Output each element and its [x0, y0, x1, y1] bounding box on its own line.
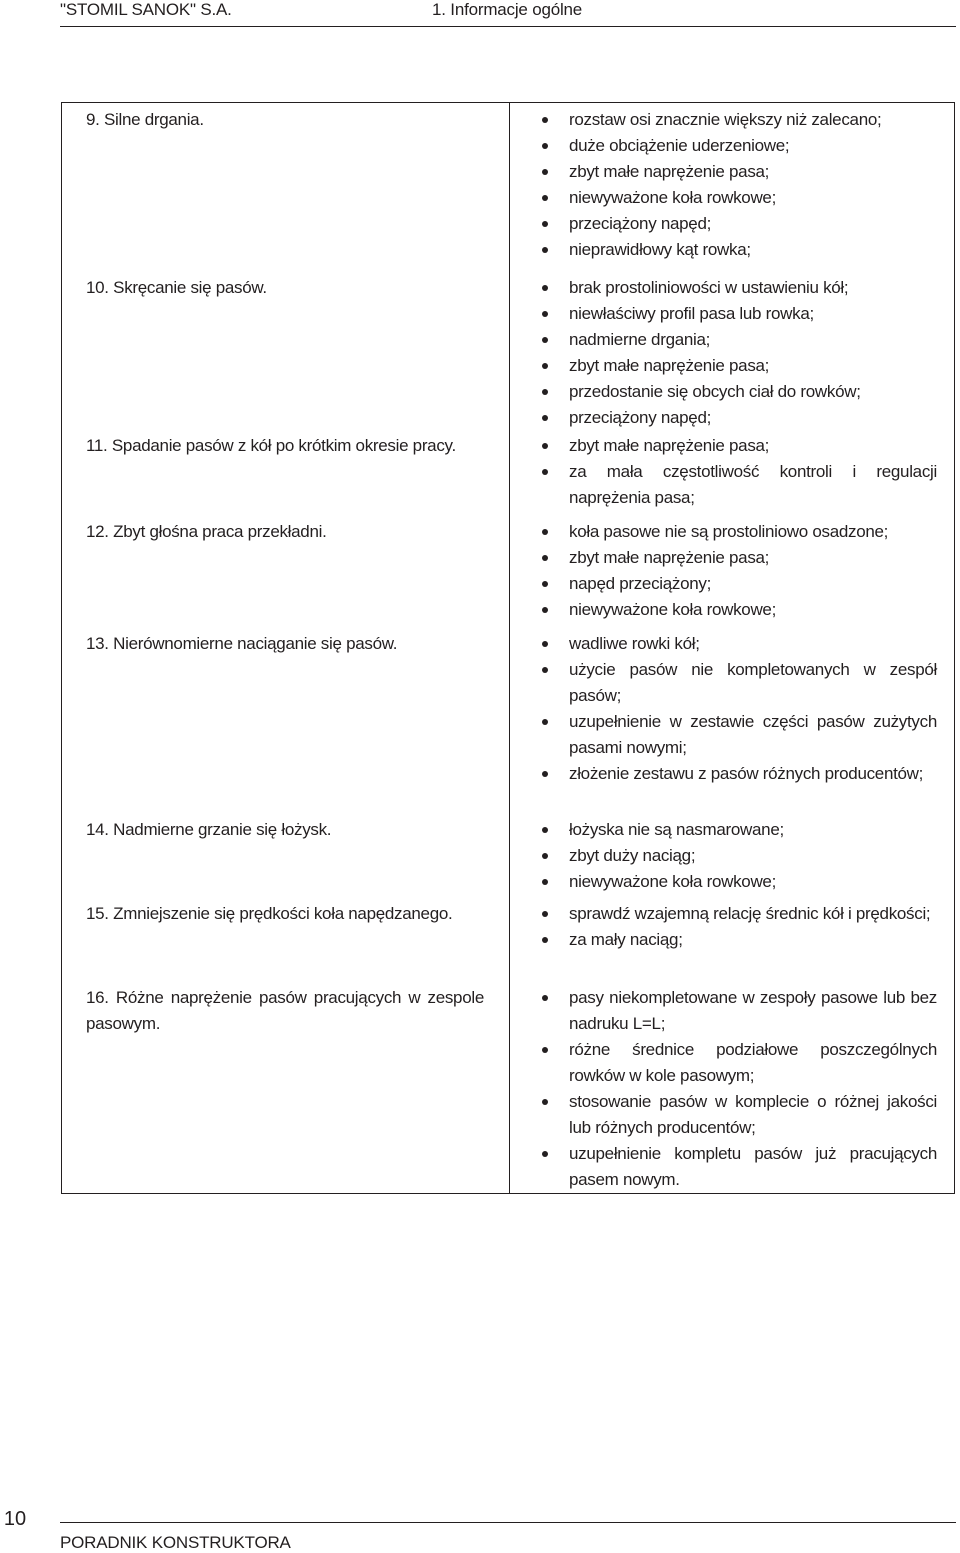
- cause-item: [542, 545, 937, 571]
- bullet-icon: [542, 853, 548, 859]
- cause-text: brak prostoliniowości w ustawieniu kół;: [569, 278, 849, 297]
- cause-item: [542, 1089, 937, 1141]
- cause-item: [542, 571, 937, 597]
- cause-text: nieprawidłowy kąt rowka;: [569, 240, 751, 259]
- problem-text: 14. Nadmierne grzanie się łożysk.: [86, 820, 332, 839]
- cause-list: [542, 519, 937, 623]
- bullet-icon: [542, 771, 548, 777]
- section-title: 1. Informacje ogólne: [432, 0, 583, 19]
- cause-item: [542, 657, 937, 709]
- cause-item: [542, 301, 937, 327]
- problem-text: 11. Spadanie pasów z kół po krótkim okresie pracy.: [86, 436, 456, 455]
- problem-text: 13. Nierównomierne naciąganie się pasów.: [86, 634, 398, 653]
- column-divider: [509, 103, 510, 1193]
- cause-text: niewłaściwy profil pasa lub rowka;: [569, 304, 814, 323]
- bullet-icon: [542, 143, 548, 149]
- cause-text: zbyt małe naprężenie pasa;: [569, 356, 770, 375]
- cause-list: [542, 631, 937, 787]
- cause-item: [542, 237, 937, 263]
- cause-text: sprawdź wzajemną relację średnic kół i prędkości;: [569, 904, 931, 923]
- cause-item: [542, 159, 937, 185]
- bullet-icon: [542, 719, 548, 725]
- cause-text: za mała częstotliwość kontroli i regulacji naprężenia pasa;: [569, 462, 937, 507]
- cause-text: niewyważone koła rowkowe;: [569, 188, 776, 207]
- footer-title: PORADNIK KONSTRUKTORA: [60, 1533, 291, 1552]
- cause-text: łożyska nie są nasmarowane;: [569, 820, 784, 839]
- bullet-icon: [542, 311, 548, 317]
- cause-text: zbyt małe naprężenie pasa;: [569, 436, 770, 455]
- cause-text: zbyt małe naprężenie pasa;: [569, 162, 770, 181]
- cause-item: [542, 985, 937, 1037]
- cause-text: nadmierne drgania;: [569, 330, 711, 349]
- cause-item: [542, 353, 937, 379]
- bullet-icon: [542, 581, 548, 587]
- cause-text: koła pasowe nie są prostoliniowo osadzone;: [569, 522, 889, 541]
- cause-item: [542, 185, 937, 211]
- cause-item: [542, 519, 937, 545]
- cause-item: [542, 433, 937, 459]
- bullet-icon: [542, 911, 548, 917]
- bullet-icon: [542, 1047, 548, 1053]
- cause-text: przeciążony napęd;: [569, 408, 712, 427]
- cause-item: [542, 1037, 937, 1089]
- troubleshooting-table: [61, 102, 955, 1194]
- cause-text: wadliwe rowki kół;: [569, 634, 700, 653]
- bullet-icon: [542, 443, 548, 449]
- bullet-icon: [542, 221, 548, 227]
- cause-item: [542, 817, 937, 843]
- bullet-icon: [542, 555, 548, 561]
- bullet-icon: [542, 285, 548, 291]
- bullet-icon: [542, 117, 548, 123]
- bullet-icon: [542, 169, 548, 175]
- cause-item: [542, 379, 937, 405]
- cause-item: [542, 459, 937, 511]
- cause-text: różne średnice podziałowe poszczególnych rowków w kole pasowym;: [569, 1040, 937, 1085]
- cause-text: zbyt małe naprężenie pasa;: [569, 548, 770, 567]
- cause-text: złożenie zestawu z pasów różnych producentów;: [569, 764, 924, 783]
- cause-text: użycie pasów nie kompletowanych w zespół pasów;: [569, 660, 937, 705]
- problem-text: 15. Zmniejszenie się prędkości koła napędzanego.: [86, 904, 453, 923]
- cause-item: [542, 631, 937, 657]
- cause-item: [542, 597, 937, 623]
- cause-text: pasy niekompletowane w zespoły pasowe lub bez nadruku L=L;: [569, 988, 937, 1033]
- bullet-icon: [542, 469, 548, 475]
- problem-text: 10. Skręcanie się pasów.: [86, 278, 267, 297]
- bullet-icon: [542, 937, 548, 943]
- page-number: 10: [3, 1508, 27, 1530]
- cause-list: [542, 433, 937, 511]
- cause-item: [542, 211, 937, 237]
- cause-item: [542, 761, 937, 787]
- problem-text: 12. Zbyt głośna praca przekładni.: [86, 522, 327, 541]
- cause-list: [542, 107, 937, 263]
- cause-text: za mały naciąg;: [569, 930, 683, 949]
- cause-item: [542, 869, 937, 895]
- footer-divider: [60, 1522, 956, 1523]
- bullet-icon: [542, 827, 548, 833]
- bullet-icon: [542, 529, 548, 535]
- cause-list: [542, 275, 937, 431]
- cause-item: [542, 405, 937, 431]
- bullet-icon: [542, 1151, 548, 1157]
- cause-text: przedostanie się obcych ciał do rowków;: [569, 382, 861, 401]
- cause-text: niewyważone koła rowkowe;: [569, 600, 776, 619]
- cause-item: [542, 327, 937, 353]
- page-header: [60, 0, 956, 27]
- cause-text: stosowanie pasów w komplecie o różnej jakości lub różnych producentów;: [569, 1092, 937, 1137]
- bullet-icon: [542, 195, 548, 201]
- bullet-icon: [542, 389, 548, 395]
- cause-text: duże obciążenie uderzeniowe;: [569, 136, 790, 155]
- bullet-icon: [542, 879, 548, 885]
- cause-text: rozstaw osi znacznie większy niż zalecano;: [569, 110, 882, 129]
- bullet-icon: [542, 415, 548, 421]
- cause-item: [542, 901, 937, 927]
- cause-item: [542, 275, 937, 301]
- bullet-icon: [542, 667, 548, 673]
- company-name: "STOMIL SANOK" S.A.: [60, 0, 232, 19]
- cause-text: przeciążony napęd;: [569, 214, 712, 233]
- bullet-icon: [542, 363, 548, 369]
- cause-text: zbyt duży naciąg;: [569, 846, 696, 865]
- cause-item: [542, 843, 937, 869]
- problem-text: 9. Silne drgania.: [86, 110, 204, 129]
- cause-item: [542, 107, 937, 133]
- cause-text: napęd przeciążony;: [569, 574, 712, 593]
- bullet-icon: [542, 337, 548, 343]
- cause-list: [542, 901, 937, 953]
- cause-text: uzupełnienie w zestawie części pasów zużytych pasami nowymi;: [569, 712, 937, 757]
- cause-item: [542, 1141, 937, 1193]
- cause-text: niewyważone koła rowkowe;: [569, 872, 776, 891]
- bullet-icon: [542, 995, 548, 1001]
- bullet-icon: [542, 607, 548, 613]
- cause-list: [542, 817, 937, 895]
- bullet-icon: [542, 247, 548, 253]
- cause-item: [542, 927, 937, 953]
- cause-item: [542, 133, 937, 159]
- problem-text: 16. Różne naprężenie pasów pracujących w zespole pasowym.: [86, 988, 484, 1033]
- cause-item: [542, 709, 937, 761]
- cause-text: uzupełnienie kompletu pasów już pracujących pasem nowym.: [569, 1144, 937, 1189]
- bullet-icon: [542, 1099, 548, 1105]
- cause-list: [542, 985, 937, 1193]
- bullet-icon: [542, 641, 548, 647]
